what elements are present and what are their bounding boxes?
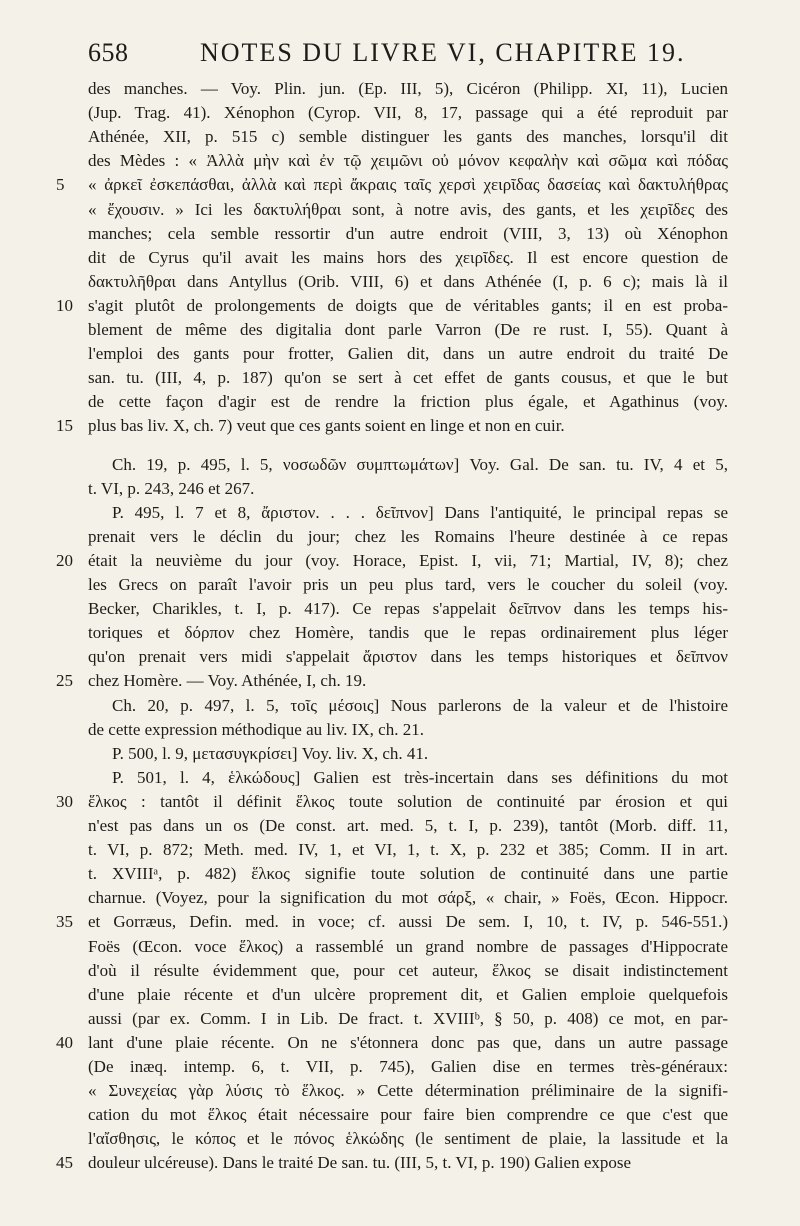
- text-line: (De inæq. intemp. 6, t. VII, p. 745), Galien dise en termes très-généraux:: [88, 1057, 728, 1076]
- text-line: t. VI, p. 243, 246 et 267.: [88, 479, 255, 498]
- running-head: NOTES DU LIVRE VI, CHAPITRE 19.: [200, 38, 686, 67]
- line-number: 30: [56, 792, 73, 811]
- text-line: était la neuvième du jour (voy. Horace, Epist. I, vii, 71; Martial, IV, 8); chez: [88, 551, 728, 570]
- text-line: qu'on prenait vers midi s'appelait ἄριστον dans les temps historiques et δεῖπνον: [88, 647, 728, 666]
- line-number: 15: [56, 416, 73, 435]
- text-line: « ἔχουσιν. » Ici les δακτυλήθραι sont, à notre avis, des gants, et les χειρῖδες des: [88, 200, 728, 219]
- text-line: Ch. 20, p. 497, l. 5, τοῖς μέσοις] Nous parlerons de la valeur et de l'histoire: [112, 696, 728, 715]
- text-line: plus bas liv. X, ch. 7) veut que ces gants soient en linge et non en cuir.: [88, 416, 565, 435]
- text-line: δακτυλῆθραι dans Antyllus (Orib. VIII, 6) et dans Athénée (I, p. 6 c); mais là il: [88, 272, 728, 291]
- text-line: n'est pas dans un os (De const. art. med. 5, t. I, p. 239), tantôt (Morb. diff. 11,: [88, 816, 728, 835]
- line-number: 35: [56, 912, 73, 931]
- text-line: Ch. 19, p. 495, l. 5, νοσωδῶν συμπτωμάτων] Voy. Gal. De san. tu. IV, 4 et 5,: [112, 455, 728, 474]
- line-number: 45: [56, 1153, 73, 1172]
- line-number: 20: [56, 551, 73, 570]
- line-number: 25: [56, 671, 73, 690]
- text-line: cation du mot ἕλκος était nécessaire pour faire bien comprendre ce que c'est que: [88, 1105, 728, 1124]
- text-line: ἕλκος : tantôt il définit ἕλκος toute solution de continuité par érosion et qui: [88, 792, 728, 811]
- text-line: « ἀρκεῖ ἐσκεπάσθαι, ἀλλὰ καὶ περὶ ἄκραις ταῖς χερσὶ χειρῖδας δασείας καὶ δακτυλήθρας: [88, 175, 728, 194]
- text-line: Athénée, XII, p. 515 c) semble distinguer les gants des manches, lorsqu'il dit: [88, 127, 728, 146]
- text-line: P. 500, l. 9, μετασυγκρίσει] Voy. liv. X, ch. 41.: [112, 744, 429, 763]
- text-line: Foës (Œcon. voce ἕλκος) a rassemblé un grand nombre de passages d'Hippocrate: [88, 937, 728, 956]
- text-line: (Jup. Trag. 41). Xénophon (Cyrop. VII, 8, 17, passage qui a été reproduit par: [88, 103, 728, 122]
- text-line: les Grecs on paraît l'avoir pris un peu plus tard, vers le coucher du soleil (voy.: [88, 575, 728, 594]
- text-line: dit de Cyrus qu'il avait les mains hors des χειρῖδες. Il est encore question de: [88, 248, 728, 267]
- text-line: l'emploi des gants pour frotter, Galien dit, dans un autre endroit du traité De: [88, 344, 728, 363]
- text-line: de cette expression méthodique au liv. IX, ch. 21.: [88, 720, 424, 739]
- text-line: l'αἴσθησις, le κόπος et le πόνος ἑλκώδης (le sentiment de plaie, la lassitude et la: [88, 1129, 728, 1148]
- text-line: charnue. (Voyez, pour la signification du mot σάρξ, « chair, » Foës, Œcon. Hippocr.: [88, 888, 728, 907]
- text-line: t. VI, p. 872; Meth. med. IV, 1, et VI, 1, t. X, p. 232 et 385; Comm. II in art.: [88, 840, 728, 859]
- text-line: lant d'une plaie récente. On ne s'étonnera donc pas que, dans un autre passage: [88, 1033, 728, 1052]
- line-number: 40: [56, 1033, 73, 1052]
- text-line: d'une plaie récente et d'un ulcère proprement dit, et Galien emploie quelquefois: [88, 985, 728, 1004]
- line-number: 5: [56, 175, 65, 194]
- text-line: toriques et δόρπον chez Homère, tandis que le repas ordinairement plus léger: [88, 623, 728, 642]
- text-line: des manches. — Voy. Plin. jun. (Ep. III, 5), Cicéron (Philipp. XI, 11), Lucien: [88, 79, 728, 98]
- text-line: « Συνεχείας γὰρ λύσις τὸ ἕλκος. » Cette détermination préliminaire de la signifi-: [88, 1081, 728, 1100]
- text-line: Becker, Charikles, t. I, p. 417). Ce repas s'appelait δεῖπνον dans les temps his-: [88, 599, 728, 618]
- text-line: et Gorræus, Defin. med. in voce; cf. aussi De sem. I, 10, t. IV, p. 546-551.): [88, 912, 728, 931]
- text-line: chez Homère. — Voy. Athénée, I, ch. 19.: [88, 671, 367, 690]
- page-header: [88, 30, 728, 70]
- text-line: san. tu. (III, 4, p. 187) qu'on se sert à cet effet de gants cousus, et que le but: [88, 368, 728, 387]
- text-line: douleur ulcéreuse). Dans le traité De san. tu. (III, 5, t. VI, p. 190) Galien expose: [88, 1153, 632, 1172]
- text-line: d'où il résulte évidemment que, pour cet auteur, ἕλκος se disait indistinctement: [88, 961, 728, 980]
- text-line: de cette façon d'agir est de rendre la friction plus égale, et Agathinus (voy.: [88, 392, 728, 411]
- text-line: t. XVIIIᵃ, p. 482) ἕλκος signifie toute solution de continuité dans une partie: [88, 864, 728, 883]
- text-line: prenait vers le déclin du jour; chez les Romains l'heure destinée à ce repas: [88, 527, 728, 546]
- text-line: blement de même des digitalia dont parle Varron (De re rust. I, 55). Quant à: [88, 320, 728, 339]
- text-line: s'agit plutôt de prolongements de doigts que de véritables gants; il en est proba-: [88, 296, 728, 315]
- text-line: des Mèdes : « Ἀλλὰ μὴν καὶ ἐν τῷ χειμῶνι οὐ μόνον κεφαλὴν καὶ σῶμα καὶ πόδας: [88, 151, 728, 170]
- page-number: 658: [88, 38, 129, 67]
- text-line: manches; cela semble ressortir d'un autre endroit (VIII, 3, 13) où Xénophon: [88, 224, 728, 243]
- text-line: P. 495, l. 7 et 8, ἄριστον. . . . δεῖπνον] Dans l'antiquité, le principal repas se: [112, 503, 728, 522]
- text-line: P. 501, l. 4, ἑλκώδους] Galien est très-incertain dans ses définitions du mot: [112, 768, 728, 787]
- line-number: 10: [56, 296, 73, 315]
- text-line: aussi (par ex. Comm. I in Lib. De fract. t. XVIIIᵇ, § 50, p. 408) ce mot, en par-: [88, 1009, 728, 1028]
